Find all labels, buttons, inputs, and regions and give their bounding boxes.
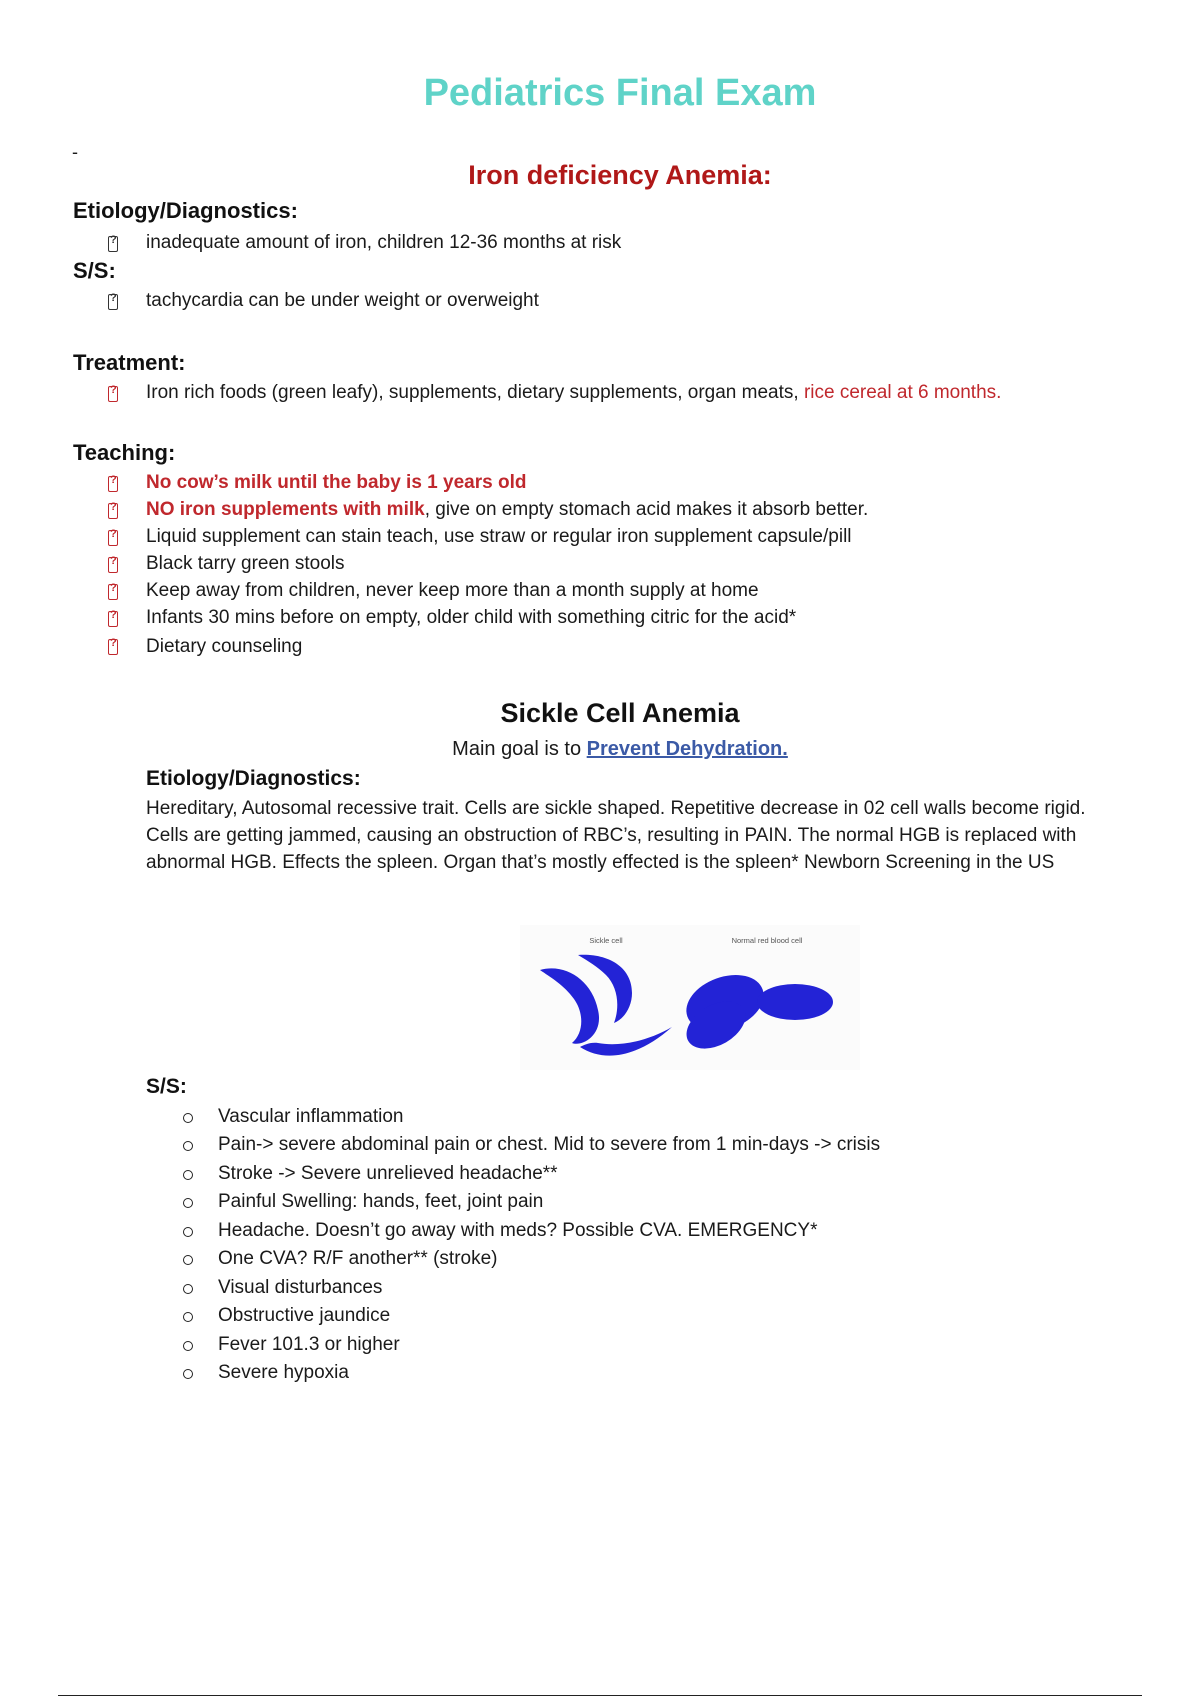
bullet-box-icon [108,503,118,519]
bullet-box-icon [108,584,118,600]
sickle-goal [0,738,1200,761]
bullet-circle-icon [183,1369,193,1379]
treatment-highlight: rice cereal at 6 months. [803,382,1002,403]
bullet-circle-icon [183,1113,193,1123]
etiology-line: Hereditary, Autosomal recessive trait. Cells are sickle shaped. Repetitive decrease in 02 cell walls become rigid. [146,798,1086,819]
page-bottom-rule [58,1695,1142,1696]
bullet-circle-icon [183,1141,193,1151]
bullet-circle-icon [183,1312,193,1322]
bullet-box-icon [108,530,118,546]
bullet-box-icon [108,294,118,310]
sickle-ss-item: Obstructive jaundice [218,1305,391,1326]
iron-section-title: Iron deficiency Anemia: [468,160,772,190]
sickle-ss-item: Visual disturbances [218,1277,383,1298]
sickle-cell-label: Sickle cell [589,936,623,945]
sickle-cell-shape [540,955,672,1056]
sickle-cell-figure [520,925,860,1070]
blood-cell-illustration [520,925,860,1070]
bullet-circle-icon [183,1198,193,1208]
teaching-highlight: NO iron supplements with milk [146,499,425,520]
bullet-box-icon [108,236,118,252]
sickle-etiology-heading: Etiology/Diagnostics: [146,767,361,790]
sickle-ss-item: Stroke -> Severe unrelieved headache** [218,1163,558,1184]
iron-etiology-heading: Etiology/Diagnostics: [73,198,298,223]
teaching-item: Infants 30 mins before on empty, older child with something citric for the acid* [146,607,797,628]
iron-treatment-item [146,382,1001,404]
teaching-item: Keep away from children, never keep more than a month supply at home [146,580,759,601]
bullet-circle-icon [183,1284,193,1294]
etiology-line: Cells are getting jammed, causing an obstruction of RBC’s, resulting in PAIN. The normal HGB is replaced with [146,825,1077,846]
sickle-ss-item: Severe hypoxia [218,1362,349,1383]
normal-cell-shape [678,965,833,1058]
iron-ss-heading: S/S: [73,258,116,283]
teaching-item: No cow’s milk until the baby is 1 years old [146,472,527,493]
bullet-box-icon [108,476,118,492]
iron-ss-item: tachycardia can be under weight or overweight [146,290,539,311]
dash-mark: - [72,142,78,162]
sickle-ss-heading: S/S: [146,1075,187,1098]
bullet-circle-icon [183,1341,193,1351]
treatment-text: Iron rich foods (green leafy), supplements, dietary supplements, organ meats, [146,382,804,403]
bullet-circle-icon [183,1255,193,1265]
sickle-ss-item: Painful Swelling: hands, feet, joint pain [218,1191,544,1212]
bullet-box-icon [108,639,118,655]
bullet-circle-icon [183,1170,193,1180]
iron-treatment-heading: Treatment: [73,350,186,375]
sickle-section-title: Sickle Cell Anemia [500,698,740,728]
etiology-line: abnormal HGB. Effects the spleen. Organ that’s mostly effected is the spleen* Newborn Screening in the US [146,852,1055,873]
sickle-ss-item: Pain-> severe abdominal pain or chest. Mid to severe from 1 min-days -> crisis [218,1134,881,1155]
sickle-ss-item: Headache. Doesn’t go away with meds? Possible CVA. EMERGENCY* [218,1220,818,1241]
prevent-dehydration-link[interactable]: Prevent Dehydration. [586,738,788,760]
sickle-ss-item: One CVA? R/F another** (stroke) [218,1248,498,1269]
iron-etiology-item: inadequate amount of iron, children 12-36 months at risk [146,232,622,253]
teaching-item: Liquid supplement can stain teach, use straw or regular iron supplement capsule/pill [146,526,852,547]
sickle-ss-item: Vascular inflammation [218,1106,404,1127]
bullet-circle-icon [183,1227,193,1237]
sickle-etiology-paragraph [146,795,1156,876]
bullet-box-icon [108,557,118,573]
goal-prefix: Main goal is to [452,738,587,760]
sickle-ss-item: Fever 101.3 or higher [218,1334,400,1355]
teaching-item: Black tarry green stools [146,553,345,574]
teaching-rest: , give on empty stomach acid makes it absorb better. [424,499,869,520]
bullet-box-icon [108,611,118,627]
page-title: Pediatrics Final Exam [423,72,817,114]
normal-cell-label: Normal red blood cell [731,936,803,945]
iron-teaching-heading: Teaching: [73,440,176,465]
teaching-item: Dietary counseling [146,636,303,657]
teaching-item [146,499,868,521]
bullet-box-icon [108,386,118,402]
